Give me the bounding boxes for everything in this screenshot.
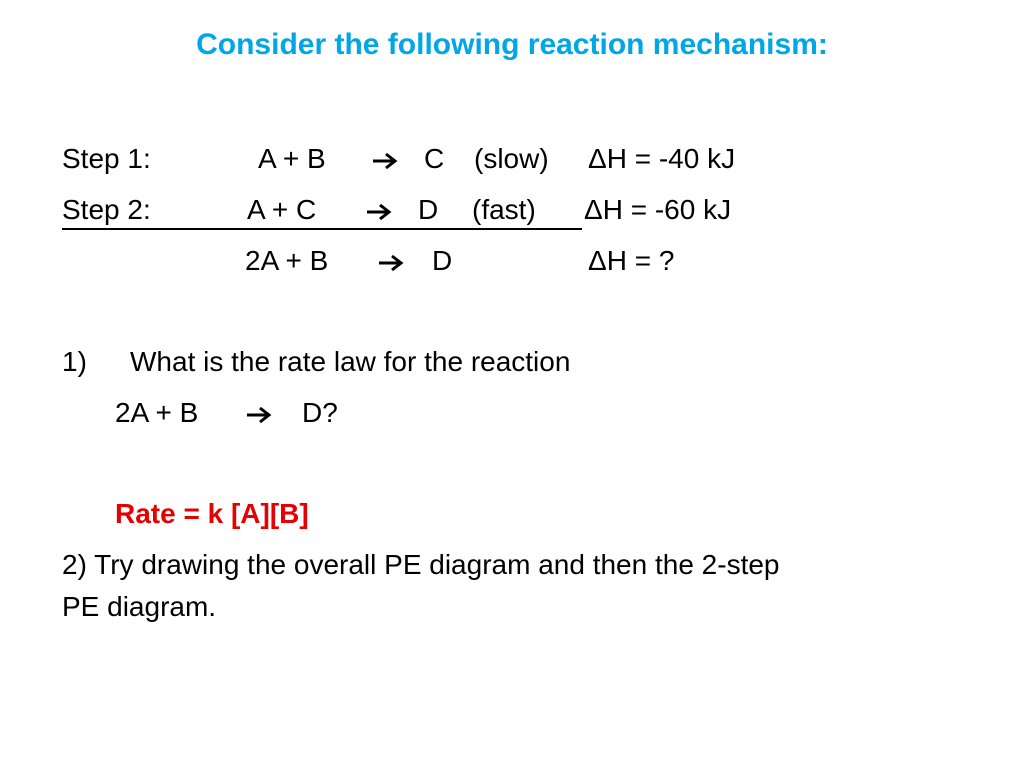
step2-arrow (366, 193, 392, 227)
overall-product: D (432, 245, 453, 276)
question1-product: D? (302, 397, 338, 428)
right-arrow-icon (372, 151, 398, 171)
right-arrow-icon (366, 202, 392, 222)
overall-reactants: 2A + B (245, 245, 329, 276)
step-sum-underline (62, 228, 582, 230)
step1-enthalpy: ΔH = -40 kJ (588, 143, 736, 174)
question2-line2: PE diagram. (62, 591, 217, 622)
question1-reactants: 2A + B (115, 397, 199, 428)
step1-product: C (424, 143, 445, 174)
overall-arrow (378, 244, 404, 278)
question2-line1: 2) Try drawing the overall PE diagram and then the 2-step (62, 549, 780, 580)
overall-enthalpy: ΔH = ? (588, 245, 675, 276)
question1-text: What is the rate law for the reaction (130, 346, 571, 377)
rate-law-answer: Rate = k [A][B] (115, 498, 309, 529)
question1-arrow (246, 396, 272, 430)
step2-enthalpy: ΔH = -60 kJ (584, 194, 732, 225)
step2-label: Step 2: (62, 194, 151, 225)
step2-rate: (fast) (472, 194, 536, 225)
step1-rate: (slow) (474, 143, 549, 174)
step2-product: D (418, 194, 439, 225)
step2-reactants: A + C (247, 194, 317, 225)
right-arrow-icon (246, 405, 272, 425)
step1-arrow (372, 142, 398, 176)
step1-label: Step 1: (62, 143, 151, 174)
slide-title: Consider the following reaction mechanism: (196, 28, 828, 61)
question1-number: 1) (62, 346, 87, 377)
step1-reactants: A + B (258, 143, 326, 174)
right-arrow-icon (378, 253, 404, 273)
